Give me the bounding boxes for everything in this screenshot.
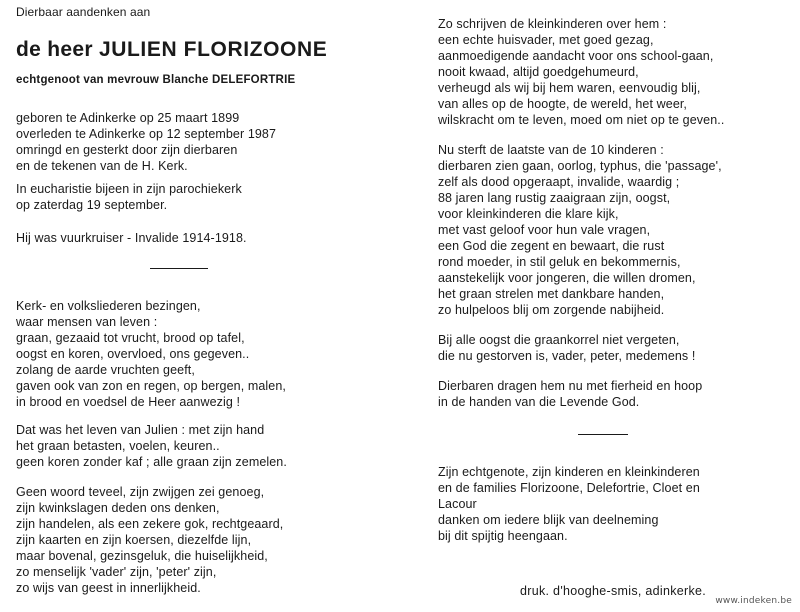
thanks-line: Zijn echtgenote, zijn kinderen en kleinkinderen — [438, 465, 700, 479]
last-child-line: aanstekelijk voor jongeren, die willen dromen, — [438, 271, 696, 285]
spouse-line: echtgenoot van mevrouw Blanche DELEFORTRIE — [16, 74, 296, 86]
last-child-line: voor kleinkinderen die klare kijk, — [438, 207, 619, 221]
carry-line: in de handen van die Levende God. — [438, 395, 640, 409]
last-child-line: met vast geloof voor hun vale vragen, — [438, 223, 651, 237]
grandchildren-line: Zo schrijven de kleinkinderen over hem : — [438, 17, 667, 31]
deceased-name — [16, 38, 327, 62]
printer-credit: druk. d'hooghe-smis, adinkerke. — [520, 584, 707, 598]
thanks-line: en de families Florizoone, Delefortrie, Cloet en — [438, 481, 700, 495]
last-child-line: een God die zegent en bewaart, die rust — [438, 239, 665, 253]
poem-line: zo wijs van geest in innerlijkheid. — [16, 581, 201, 595]
bio-line: overleden te Adinkerke op 12 september 1987 — [16, 127, 277, 141]
last-child-line: rond moeder, in stil geluk en bekommernis, — [438, 255, 681, 269]
poem-line: graan, gezaaid tot vrucht, brood op tafel, — [16, 331, 245, 345]
thanks-line: danken om iedere blijk van deelneming — [438, 513, 659, 527]
poem-line: geen koren zonder kaf ; alle graan zijn zemelen. — [16, 455, 287, 469]
grandchildren-line: wilskracht om te leven, moed om niet op te geven.. — [438, 113, 725, 127]
poem-line: zijn kaarten en zijn koersen, diezelfde lijn, — [16, 533, 252, 547]
grandchildren-line: verheugd als wij bij hem waren, eenvoudig blij, — [438, 81, 701, 95]
grandchildren-line: van alles op de hoogte, de wereld, het weer, — [438, 97, 688, 111]
name-text: JULIEN FLORIZOONE — [98, 38, 328, 61]
harvest-line: die nu gestorven is, vader, peter, medemens ! — [438, 349, 696, 363]
poem-line: gaven ook van zon en regen, op bergen, malen, — [16, 379, 286, 393]
section-divider — [578, 434, 628, 435]
last-child-line: zo hulpeloos blij om zorgende nabijheid. — [438, 303, 665, 317]
poem-line: zijn kwinkslagen deden ons denken, — [16, 501, 220, 515]
last-child-line: dierbaren zien gaan, oorlog, typhus, die 'passage', — [438, 159, 722, 173]
last-child-line: 88 jaren lang rustig zaaigraan zijn, oogst, — [438, 191, 671, 205]
poem-line: waar mensen van leven : — [16, 315, 158, 329]
bio-line: omringd en gesterkt door zijn dierbaren — [16, 143, 238, 157]
funeral-line: op zaterdag 19 september. — [16, 198, 168, 212]
poem-line: zo menselijk 'vader' zijn, 'peter' zijn, — [16, 565, 217, 579]
bio-line: en de tekenen van de H. Kerk. — [16, 159, 188, 173]
last-child-line: zelf als dood opgeraapt, invalide, waardig ; — [438, 175, 680, 189]
intro-text: Dierbaar aandenken aan — [16, 5, 151, 19]
harvest-line: Bij alle oogst die graankorrel niet vergeten, — [438, 333, 680, 347]
funeral-line: In eucharistie bijeen in zijn parochiekerk — [16, 182, 242, 196]
poem-line: zolang de aarde vruchten geeft, — [16, 363, 195, 377]
bio-line: geboren te Adinkerke op 25 maart 1899 — [16, 111, 240, 125]
watermark-text: www.indeken.be — [715, 596, 792, 606]
thanks-line: bij dit spijtig heengaan. — [438, 529, 568, 543]
thanks-line: Lacour — [438, 497, 477, 511]
section-divider — [150, 268, 208, 269]
carry-line: Dierbaren dragen hem nu met fierheid en hoop — [438, 379, 703, 393]
poem-line: Geen woord teveel, zijn zwijgen zei genoeg, — [16, 485, 265, 499]
veteran-line: Hij was vuurkruiser - Invalide 1914-1918. — [16, 231, 247, 245]
poem-line: Kerk- en volksliederen bezingen, — [16, 299, 201, 313]
last-child-line: Nu sterft de laatste van de 10 kinderen : — [438, 143, 664, 157]
poem-line: het graan betasten, voelen, keuren.. — [16, 439, 220, 453]
poem-line: Dat was het leven van Julien : met zijn hand — [16, 423, 265, 437]
name-prefix: de heer — [16, 38, 93, 61]
poem-line: zijn handelen, als een zekere gok, rechtgeaard, — [16, 517, 284, 531]
grandchildren-line: een echte huisvader, met goed gezag, — [438, 33, 654, 47]
poem-line: maar bovenal, gezinsgeluk, die huiselijkheid, — [16, 549, 268, 563]
grandchildren-line: aanmoedigende aandacht voor ons school-gaan, — [438, 49, 714, 63]
last-child-line: het graan strelen met dankbare handen, — [438, 287, 665, 301]
grandchildren-line: nooit kwaad, altijd goedgehumeurd, — [438, 65, 639, 79]
poem-line: in brood en voedsel de Heer aanwezig ! — [16, 395, 241, 409]
poem-line: oogst en koren, overvloed, ons gegeven.. — [16, 347, 250, 361]
